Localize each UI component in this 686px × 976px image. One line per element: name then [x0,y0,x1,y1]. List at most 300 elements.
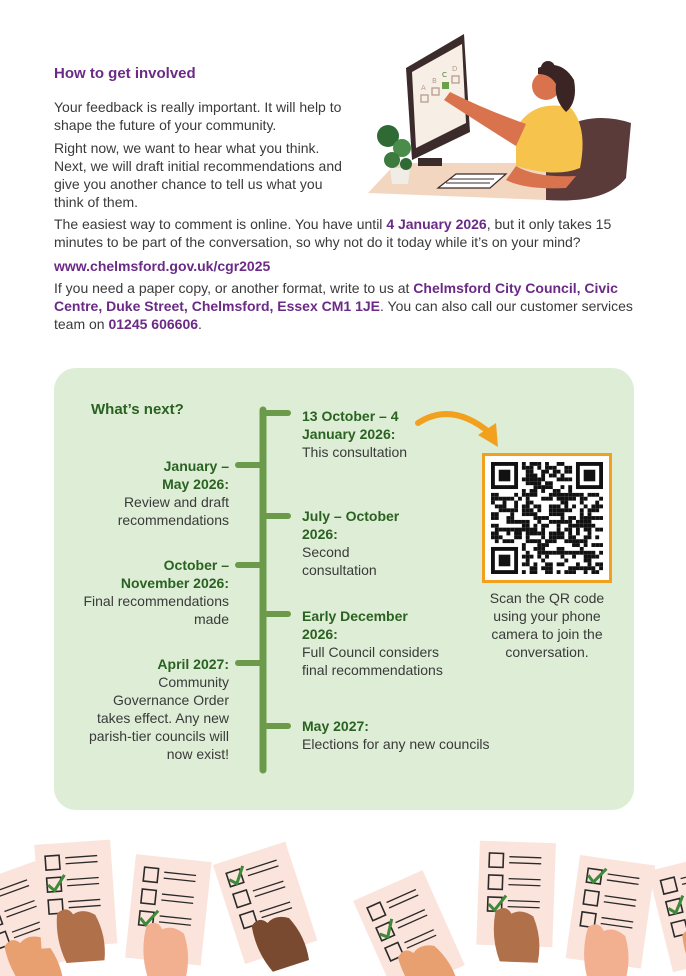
qr-module [549,485,553,489]
qr-module [549,566,553,570]
qr-module [561,501,565,505]
event-description: Review and draft recommendations [117,494,229,528]
paper-text-a: If you need a paper copy, or another format, write to us at [54,280,414,296]
qr-module [541,516,545,520]
qr-module [495,539,499,543]
council-address: Chelmsford City Council, Civic Centre, Duke Street, Chelmsford, Essex CM1 1JE [54,280,618,314]
qr-module [530,512,534,516]
qr-module [537,508,541,512]
paper-copy-paragraph [54,279,644,333]
qr-module [522,570,526,574]
qr-module [518,532,522,536]
qr-module [553,539,557,543]
qr-module [561,555,565,559]
whats-next-title: What’s next? [91,401,184,418]
qr-module [533,474,537,478]
qr-module [518,528,522,532]
qr-module [557,570,561,574]
qr-module [530,508,534,512]
qr-module [553,532,557,536]
qr-module [491,532,495,536]
qr-module [580,493,584,497]
qr-module [591,551,595,555]
qr-module [584,516,588,520]
qr-module [564,470,568,474]
qr-module [549,493,553,497]
qr-module [568,570,572,574]
qr-module [549,551,553,555]
qr-module [530,466,534,470]
qr-module [526,497,530,501]
qr-module [576,520,580,524]
qr-module [580,547,584,551]
qr-module [530,528,534,532]
qr-module [533,528,537,532]
qr-module [526,470,530,474]
qr-module [557,524,561,528]
qr-module [599,504,603,508]
qr-module [588,535,592,539]
timeline-event-review [99,457,229,529]
qr-module [588,508,592,512]
qr-module [545,566,549,570]
qr-module [514,508,518,512]
qr-module [561,485,565,489]
qr-module [522,528,526,532]
qr-module [541,551,545,555]
qr-module [530,462,534,466]
qr-module [545,551,549,555]
qr-module [595,535,599,539]
qr-module [530,570,534,574]
qr-module [568,508,572,512]
qr-module [588,516,592,520]
qr-module [530,539,534,543]
qr-module [557,504,561,508]
qr-module [572,516,576,520]
qr-module [553,504,557,508]
comment-online-paragraph [54,215,644,251]
qr-module [530,566,534,570]
qr-module [495,524,499,528]
qr-module [561,497,565,501]
qr-code[interactable] [482,453,612,583]
svg-text:C: C [442,71,447,79]
qr-module [518,497,522,501]
qr-module [561,493,565,497]
qr-module [584,528,588,532]
qr-module [564,559,568,563]
qr-module [568,485,572,489]
qr-module [545,497,549,501]
qr-module [564,520,568,524]
qr-module [545,466,549,470]
ballot-paper [123,854,211,976]
qr-module [591,566,595,570]
qr-module [553,489,557,493]
qr-module [541,485,545,489]
qr-module [553,508,557,512]
qr-module [533,481,537,485]
ballot-paper [213,842,322,976]
qr-module [510,497,514,501]
qr-module [564,504,568,508]
qr-module [568,528,572,532]
qr-module [541,470,545,474]
qr-module [588,512,592,516]
qr-module [572,497,576,501]
qr-module [564,570,568,574]
qr-module [580,551,584,555]
qr-module [526,555,530,559]
qr-module [541,547,545,551]
qr-module [522,477,526,481]
qr-module [522,547,526,551]
qr-module [588,532,592,536]
qr-module [510,512,514,516]
qr-module [568,532,572,536]
qr-module [506,520,510,524]
qr-module [553,512,557,516]
qr-module [541,474,545,478]
qr-module [506,539,510,543]
feedback-paragraph: Right now, we want to hear what you think. Next, we will draft initial recommendations and give you another chance to tell us what you think of them. [54,140,342,210]
qr-module [561,547,565,551]
qr-module [557,497,561,501]
qr-module [561,462,565,466]
qr-module [561,532,565,536]
event-date: October – November 2026: [120,557,229,591]
qr-module [537,551,541,555]
qr-module [495,535,499,539]
timeline-event-order [84,655,229,763]
qr-module [514,520,518,524]
qr-module [530,489,534,493]
qr-module [522,524,526,528]
qr-module [580,516,584,520]
arrow-icon [412,403,507,453]
qr-module [588,493,592,497]
qr-module [584,539,588,543]
qr-module [541,528,545,532]
qr-module [510,520,514,524]
qr-module [541,524,545,528]
qr-module [545,539,549,543]
qr-module [526,528,530,532]
qr-module [595,493,599,497]
qr-module [499,508,503,512]
qr-module [557,520,561,524]
qr-module [526,512,530,516]
qr-module [533,504,537,508]
qr-module [564,466,568,470]
qr-module [568,489,572,493]
qr-module [530,555,534,559]
svg-text:A: A [421,84,426,92]
ballot-paper [34,840,118,965]
qr-module [599,551,603,555]
qr-module [533,570,537,574]
qr-module [510,539,514,543]
qr-module [572,539,576,543]
qr-module [553,474,557,478]
qr-module [537,547,541,551]
qr-module [568,466,572,470]
qr-module [580,566,584,570]
qr-module [503,501,507,505]
qr-module [514,493,518,497]
svg-text:D: D [452,65,458,73]
qr-module [591,504,595,508]
qr-module [506,508,510,512]
qr-module [506,516,510,520]
qr-module [584,559,588,563]
qr-module [549,466,553,470]
qr-module [537,543,541,547]
qr-module [584,520,588,524]
qr-module [495,493,499,497]
qr-module [557,489,561,493]
qr-module [526,504,530,508]
qr-module [557,535,561,539]
qr-module [526,539,530,543]
event-description: This consultation [302,444,408,460]
paper-text-c: . [198,316,202,332]
qr-module [537,504,541,508]
qr-module [514,532,518,536]
qr-module [568,566,572,570]
qr-module [506,528,510,532]
qr-module [510,508,514,512]
qr-module [549,562,553,566]
qr-module [522,512,526,516]
qr-module [553,535,557,539]
hands-with-ballot-papers-illustration [0,830,686,976]
qr-module [533,485,537,489]
qr-module [591,516,595,520]
qr-module [576,543,580,547]
qr-module [576,493,580,497]
qr-module [495,497,499,501]
qr-module [541,497,545,501]
qr-module [549,481,553,485]
timeline-event-consultation [302,407,422,461]
qr-module [595,501,599,505]
qr-module [526,474,530,478]
qr-module [564,551,568,555]
qr-module [491,535,495,539]
qr-module [526,551,530,555]
qr-module [533,547,537,551]
qr-module [526,477,530,481]
qr-module [549,474,553,478]
qr-module [533,477,537,481]
qr-module [533,566,537,570]
qr-module [557,470,561,474]
qr-module [503,539,507,543]
qr-module [599,566,603,570]
qr-module [564,497,568,501]
qr-module [557,551,561,555]
qr-module [533,512,537,516]
qr-module [580,508,584,512]
qr-module [545,485,549,489]
qr-module [557,462,561,466]
qr-module [599,562,603,566]
website-link[interactable]: www.chelmsford.gov.uk/cgr2025 [54,258,271,274]
qr-module [533,493,537,497]
qr-module [537,477,541,481]
qr-module [572,551,576,555]
qr-module [537,466,541,470]
qr-module [533,462,537,466]
event-date: Early December 2026: [302,608,408,642]
qr-module [526,524,530,528]
deadline-date: 4 January 2026 [386,216,487,232]
qr-module [530,481,534,485]
comment-text-b: , but it only takes 15 minutes to be part of the conversation, so why not do it today while it’s on your mind? [54,216,612,250]
qr-module [568,516,572,520]
qr-module [576,539,580,543]
qr-module [530,474,534,478]
qr-module [530,493,534,497]
qr-module [576,551,580,555]
qr-module [537,539,541,543]
qr-module [526,520,530,524]
qr-module [495,528,499,532]
qr-module [503,504,507,508]
qr-module [533,539,537,543]
qr-module [549,497,553,501]
qr-module [553,466,557,470]
qr-module [499,504,503,508]
qr-module [545,555,549,559]
qr-module [595,555,599,559]
qr-module [537,481,541,485]
qr-module [588,551,592,555]
qr-module [557,547,561,551]
qr-module [561,551,565,555]
qr-module [533,562,537,566]
qr-module [530,501,534,505]
qr-module [591,555,595,559]
qr-module [568,477,572,481]
qr-module [561,516,565,520]
ballot-paper [353,870,471,976]
timeline-event-full-council [302,607,462,679]
qr-module [537,485,541,489]
qr-module [533,489,537,493]
qr-module [595,504,599,508]
qr-module [506,532,510,536]
qr-module [522,543,526,547]
qr-module [526,501,530,505]
qr-module [522,562,526,566]
qr-module [588,520,592,524]
qr-module [491,501,495,505]
qr-module [526,532,530,536]
qr-module [564,477,568,481]
ballot-paper [563,855,655,976]
qr-module [522,555,526,559]
qr-module [557,528,561,532]
qr-module [572,493,576,497]
qr-module [503,497,507,501]
qr-module [588,566,592,570]
phone-number[interactable]: 01245 606606 [108,316,199,332]
event-description: Final recommendations made [83,593,229,627]
qr-finder [499,555,511,567]
qr-module [491,516,495,520]
qr-module [495,532,499,536]
event-description: Full Council considers final recommendations [302,644,443,678]
qr-module [557,512,561,516]
qr-module [572,504,576,508]
qr-module [526,466,530,470]
qr-module [591,524,595,528]
qr-module [576,528,580,532]
qr-module [522,489,526,493]
event-date: May 2027: [302,718,369,734]
qr-module [530,532,534,536]
comment-text-a: The easiest way to comment is online. You have until [54,216,387,232]
qr-module [514,528,518,532]
qr-module [491,524,495,528]
qr-module [537,555,541,559]
qr-module [564,539,568,543]
qr-module [561,512,565,516]
qr-module [572,566,576,570]
qr-module [557,532,561,536]
event-date: July – October 2026: [302,508,400,542]
qr-module [549,512,553,516]
qr-module [537,520,541,524]
qr-module [533,524,537,528]
qr-module [503,508,507,512]
qr-finder [584,470,596,482]
timeline-event-elections [302,717,522,753]
qr-module [506,497,510,501]
qr-module [599,497,603,501]
qr-module [545,470,549,474]
qr-module [599,543,603,547]
qr-module [572,524,576,528]
qr-module [576,524,580,528]
qr-module [595,508,599,512]
qr-module [545,462,549,466]
qr-module [545,516,549,520]
qr-module [576,566,580,570]
qr-module [545,562,549,566]
qr-module [580,512,584,516]
qr-module [522,520,526,524]
qr-module [584,497,588,501]
ballot-paper [476,841,556,964]
qr-module [572,535,576,539]
qr-module [561,508,565,512]
timeline-event-final-recommendations [69,556,229,628]
woman-at-computer-illustration [366,28,636,208]
qr-module [533,516,537,520]
qr-module [522,508,526,512]
qr-module [561,474,565,478]
qr-module [588,524,592,528]
qr-module [545,524,549,528]
qr-module [526,562,530,566]
qr-module [491,497,495,501]
paper-text-b: . You can also call our customer services team on [54,298,633,332]
qr-module [599,516,603,520]
